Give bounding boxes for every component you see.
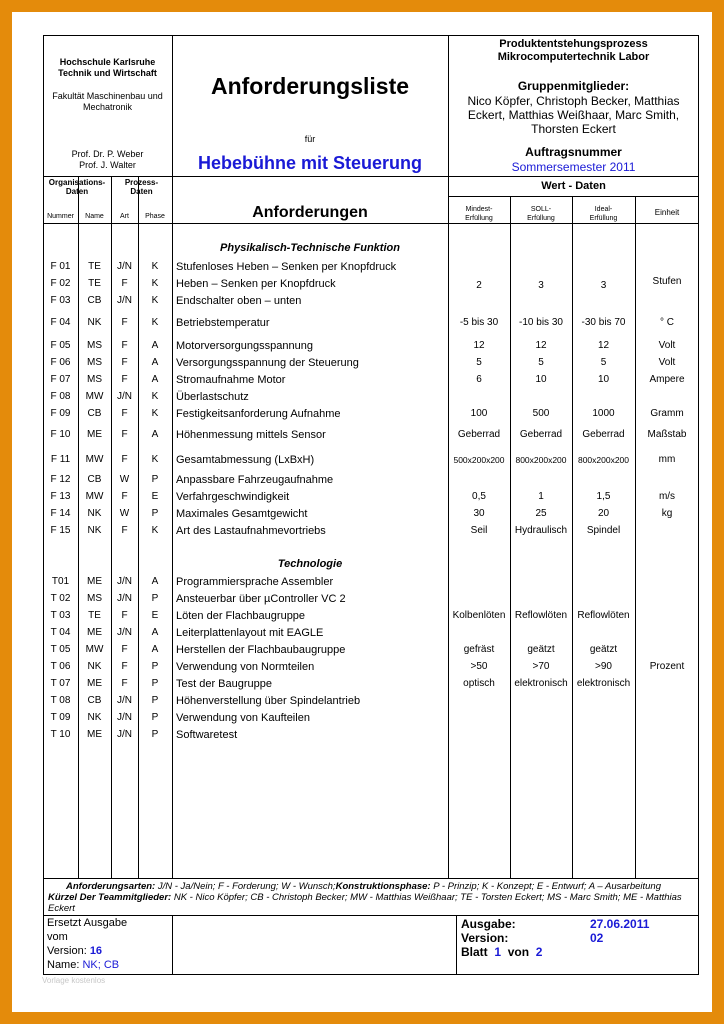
table-row <box>12 428 712 442</box>
row-phase: P <box>151 593 159 604</box>
row-art: F <box>121 610 128 621</box>
table-row <box>12 473 712 487</box>
table-row <box>12 677 712 691</box>
row-phase: A <box>151 357 159 368</box>
document-title: Anforderungsliste <box>210 73 410 99</box>
row-art: F <box>121 357 128 368</box>
legend-arten-label: Anforderungsarten: <box>66 881 156 892</box>
row-phase: K <box>151 295 159 306</box>
legend-arten-text: J/N - Ja/Nein; F - Forderung; W - Wunsch; <box>155 881 336 892</box>
legend-arten <box>48 881 698 892</box>
table-row <box>12 260 712 274</box>
row-nummer: F 02 <box>50 278 71 289</box>
table-row <box>12 694 712 708</box>
row-soll: 12 <box>535 340 547 351</box>
row-art: F <box>121 491 128 502</box>
faculty-name: Fakultät Maschinenbau und Mechatronik <box>52 91 163 112</box>
row-phase: K <box>151 317 159 328</box>
row-name: MW <box>85 391 104 402</box>
row-text: Versorgungsspannung der Steuerung <box>176 357 359 369</box>
row-text: Verwendung von Normteilen <box>176 661 315 673</box>
row-name: CB <box>87 695 102 706</box>
row-mindest: 2 <box>476 280 482 291</box>
row-nummer: F 13 <box>50 491 71 502</box>
row-text: Ansteuerbar über µController VC 2 <box>176 593 346 605</box>
row-name: CB <box>87 408 102 419</box>
row-nummer: F 08 <box>50 391 71 402</box>
row-ideal: geätzt <box>589 644 618 655</box>
row-mindest: 12 <box>473 340 485 351</box>
row-phase: A <box>151 576 159 587</box>
row-name: NK <box>87 525 102 536</box>
legend-phase-label: Konstruktionsphase: <box>335 881 431 892</box>
name-header: Name <box>85 213 104 220</box>
table-row <box>12 660 712 674</box>
row-name: NK <box>87 661 102 672</box>
version-old-label: Version: <box>47 945 87 957</box>
school-name: Hochschule Karlsruhe Technik und Wirtschaft <box>58 57 157 78</box>
ausgabe-label: Ausgabe: <box>461 917 516 931</box>
blatt-value: 1 <box>494 945 502 959</box>
row-art: F <box>121 525 128 536</box>
row-name: MW <box>85 454 104 465</box>
table-row <box>12 356 712 370</box>
row-nummer: T 02 <box>50 593 71 604</box>
row-phase: A <box>151 644 159 655</box>
row-art: F <box>121 454 128 465</box>
row-art: F <box>121 678 128 689</box>
row-phase: A <box>151 627 159 638</box>
row-name: ME <box>87 627 102 638</box>
legend-phase-text: P - Prinzip; K - Konzept; E - Entwurf; A – Ausarbeitung <box>430 881 661 892</box>
row-phase: K <box>151 525 159 536</box>
row-ideal: 12 <box>597 340 610 351</box>
name-value: NK; CB <box>82 959 120 971</box>
ersetzt-ausgabe: Ersetzt Ausgabe <box>47 917 128 929</box>
row-ideal: 20 <box>597 508 610 519</box>
group-members: Nico Köpfer, Christoph Becker, Matthias Eckert, Matthias Weißhaar, Marc Smith, Thorsten Eckert <box>467 94 680 136</box>
table-row <box>12 339 712 353</box>
row-text: Betriebstemperatur <box>176 317 270 329</box>
row-art: F <box>121 278 128 289</box>
row-phase: K <box>151 454 159 465</box>
row-nummer: F 11 <box>50 454 71 465</box>
row-text: Maximales Gesamtgewicht <box>176 508 308 520</box>
row-mindest: optisch <box>463 678 495 689</box>
row-name: MS <box>87 593 102 604</box>
row-phase: K <box>151 261 159 272</box>
row-ideal: -30 bis 70 <box>581 317 626 328</box>
row-soll: >70 <box>532 661 550 672</box>
row-name: NK <box>87 712 102 723</box>
row-soll: geätzt <box>527 644 555 655</box>
org-daten-header: Organisations- Daten <box>48 178 106 196</box>
group-label: Gruppenmitglieder: <box>517 79 630 93</box>
row-mindest: Kolbenlöten <box>452 610 506 621</box>
row-mindest: 6 <box>476 374 482 385</box>
row-einheit: kg <box>661 508 673 519</box>
row-phase: P <box>151 474 159 485</box>
row-einheit: Maßstab <box>647 429 687 440</box>
row-soll: 3 <box>538 280 544 291</box>
row-einheit: ° C <box>660 317 674 328</box>
row-art: F <box>121 408 128 419</box>
von-value: 2 <box>535 945 543 959</box>
table-row <box>12 373 712 387</box>
row-mindest: 100 <box>470 408 488 419</box>
row-nummer: T 10 <box>50 729 71 740</box>
row-text: Programmiersprache Assembler <box>176 576 334 588</box>
row-nummer: F 06 <box>50 357 71 368</box>
row-soll: Hydraulisch <box>514 525 568 536</box>
row-einheit: Gramm <box>650 408 684 419</box>
watermark: Vorlage kostenlos <box>42 976 106 985</box>
row-einheit: Ampere <box>649 374 685 385</box>
table-row <box>12 592 712 606</box>
row-art: F <box>121 374 128 385</box>
row-text: Festigkeitsanforderung Aufnahme <box>176 408 341 420</box>
process-title: Produktentstehungsprozess Mikrocomputertechnik Labor <box>497 38 650 63</box>
row-nummer: F 09 <box>50 408 71 419</box>
row-ideal: 800x200x200 <box>577 455 630 465</box>
ausgabe-value: 27.06.2011 <box>590 917 650 931</box>
row-einheit: mm <box>658 454 676 465</box>
row-phase: E <box>151 610 159 621</box>
row-mindest: Geberrad <box>457 429 501 440</box>
row-phase: P <box>151 695 159 706</box>
order-value: Sommersemester 2011 <box>511 160 636 174</box>
row-phase: P <box>151 678 159 689</box>
row-phase: A <box>151 374 159 385</box>
row-name: CB <box>87 295 102 306</box>
anforderungen-header: Anforderungen <box>252 204 368 221</box>
vom-label: vom <box>47 931 68 943</box>
row-soll: -10 bis 30 <box>519 317 563 328</box>
row-einheit: Prozent <box>649 661 685 672</box>
row-art: J/N <box>117 627 132 638</box>
row-text: Test der Baugruppe <box>176 678 273 690</box>
table-row <box>12 575 712 589</box>
legend-kuerzel-label: Kürzel Der Teammitglieder: <box>48 892 172 903</box>
row-ideal: 1000 <box>592 408 615 419</box>
row-art: F <box>121 340 128 351</box>
project-title: Hebebühne mit Steuerung <box>197 153 422 173</box>
row-art: J/N <box>117 391 132 402</box>
blatt-label: Blatt <box>461 945 488 959</box>
row-text: Verfahrgeschwindigkeit <box>176 491 290 503</box>
phase-header: Phase <box>145 213 165 220</box>
row-ideal: 10 <box>597 374 610 385</box>
row-nummer: F 01 <box>50 261 71 272</box>
row-art: J/N <box>117 593 132 604</box>
row-name: ME <box>87 576 102 587</box>
row-nummer: T 09 <box>50 712 71 723</box>
row-nummer: F 15 <box>50 525 71 536</box>
name-field <box>47 959 119 972</box>
version-value: 02 <box>590 931 604 945</box>
table-row <box>12 728 712 742</box>
row-text: Leiterplattenlayout mit EAGLE <box>176 627 324 639</box>
table-row <box>12 626 712 640</box>
row-soll: Geberrad <box>519 429 563 440</box>
row-phase: A <box>151 340 159 351</box>
row-mindest: 500x200x200 <box>453 455 505 465</box>
table-row <box>12 277 712 291</box>
version-old <box>47 945 102 958</box>
table-row <box>12 609 712 623</box>
row-text: Herstellen der Flachbaubaugruppe <box>176 644 346 656</box>
row-text: Gesamtabmessung (LxBxH) <box>176 454 315 466</box>
row-text: Softwaretest <box>176 729 238 741</box>
row-ideal: Geberrad <box>582 429 625 440</box>
row-art: J/N <box>117 729 132 740</box>
row-soll: 25 <box>535 508 547 519</box>
table-row <box>12 294 712 308</box>
row-nummer: F 14 <box>50 508 71 519</box>
nummer-header: Nummer <box>47 213 74 220</box>
row-art: W <box>119 508 130 519</box>
row-name: TE <box>88 278 101 289</box>
row-text: Löten der Flachbaugruppe <box>176 610 306 622</box>
row-nummer: F 04 <box>50 317 71 328</box>
row-phase: E <box>151 491 159 502</box>
row-art: J/N <box>117 576 132 587</box>
row-text: Höhenmessung mittels Sensor <box>176 429 326 441</box>
row-text: Anpassbare Fahrzeugaufnahme <box>176 474 334 486</box>
table-row <box>12 407 712 421</box>
table-row <box>12 453 712 467</box>
table-row <box>12 490 712 504</box>
section-technologie: Technologie <box>277 558 343 570</box>
einheit-header: Einheit <box>654 208 680 217</box>
name-label: Name: <box>47 959 80 971</box>
row-art: F <box>121 429 128 440</box>
row-phase: A <box>151 429 159 440</box>
table-row <box>12 711 712 725</box>
row-nummer: T01 <box>51 576 70 587</box>
row-text: Motorversorgungsspannung <box>176 340 313 352</box>
row-nummer: T 07 <box>50 678 71 689</box>
row-einheit: Stufen <box>652 276 682 287</box>
document-sheet <box>12 12 712 1012</box>
row-name: MS <box>87 340 102 351</box>
row-nummer: T 06 <box>50 661 71 672</box>
table-row <box>12 316 712 330</box>
row-phase: P <box>151 729 159 740</box>
ideal-header: Ideal- Erfüllung <box>589 206 618 222</box>
row-text: Stufenloses Heben – Senken per Knopfdruck <box>176 261 397 273</box>
row-text: Art des Lastaufnahmevortriebs <box>176 525 326 537</box>
row-phase: K <box>151 278 159 289</box>
row-nummer: F 05 <box>50 340 71 351</box>
row-art: W <box>119 474 130 485</box>
row-nummer: T 08 <box>50 695 71 706</box>
row-soll: 5 <box>538 357 544 368</box>
row-ideal: 1,5 <box>596 491 611 502</box>
row-name: ME <box>87 678 102 689</box>
art-header: Art <box>120 213 129 220</box>
soll-header: SOLL- Erfüllung <box>527 206 555 222</box>
row-phase: P <box>151 508 159 519</box>
row-name: MS <box>87 357 102 368</box>
row-art: F <box>121 644 128 655</box>
row-text: Überlastschutz <box>176 391 249 403</box>
row-ideal: elektronisch <box>576 678 631 689</box>
section-physik: Physikalisch-Technische Funktion <box>220 242 400 254</box>
row-art: J/N <box>117 695 132 706</box>
row-name: CB <box>87 474 102 485</box>
professors: Prof. Dr. P. Weber Prof. J. Walter <box>71 149 144 170</box>
row-ideal: 3 <box>600 280 607 291</box>
table-row <box>12 524 712 538</box>
row-text: Verwendung von Kaufteilen <box>176 712 310 724</box>
row-ideal: 5 <box>600 357 607 368</box>
row-ideal: Reflowlöten <box>577 610 630 621</box>
row-text: Höhenverstellung über Spindelantrieb <box>176 695 361 707</box>
row-nummer: T 03 <box>50 610 71 621</box>
row-name: TE <box>88 261 101 272</box>
row-name: NK <box>87 317 102 328</box>
row-art: J/N <box>117 712 132 723</box>
row-name: MW <box>85 644 104 655</box>
prozess-daten-header: Prozess- Daten <box>124 178 159 196</box>
row-art: F <box>121 317 128 328</box>
row-art: F <box>121 661 128 672</box>
row-ideal: Spindel <box>586 525 621 536</box>
row-soll: Reflowlöten <box>514 610 568 621</box>
row-nummer: F 12 <box>50 474 71 485</box>
row-mindest: 5 <box>476 357 482 368</box>
row-art: J/N <box>117 261 132 272</box>
legend-kuerzel-text: NK - Nico Köpfer; CB - Christoph Becker; MW - Matthias Weißhaar; TE - Torsten Eckert; MS - Marc Smith; ME - Matthias Eckert <box>48 892 682 914</box>
row-mindest: 30 <box>473 508 485 519</box>
row-mindest: >50 <box>470 661 488 672</box>
row-nummer: T 05 <box>50 644 71 655</box>
row-nummer: F 07 <box>50 374 71 385</box>
row-phase: P <box>151 661 159 672</box>
row-name: MW <box>85 491 104 502</box>
row-nummer: T 04 <box>50 627 71 638</box>
legend-kuerzel <box>48 892 696 914</box>
row-name: MS <box>87 374 102 385</box>
mindest-header: Mindest- Erfüllung <box>465 206 493 222</box>
table-row <box>12 390 712 404</box>
row-mindest: -5 bis 30 <box>459 317 499 328</box>
row-name: ME <box>87 429 102 440</box>
row-phase: P <box>151 712 159 723</box>
row-art: J/N <box>117 295 132 306</box>
row-mindest: 0,5 <box>472 491 486 502</box>
row-text: Stromaufnahme Motor <box>176 374 286 386</box>
blatt-field <box>461 945 542 959</box>
row-mindest: Seil <box>470 525 488 536</box>
table-row <box>12 643 712 657</box>
row-soll: 500 <box>532 408 550 419</box>
row-name: TE <box>88 610 101 621</box>
row-soll: 10 <box>535 374 547 385</box>
version-label: Version: <box>461 931 509 945</box>
row-text: Endschalter oben – unten <box>176 295 302 307</box>
row-einheit: m/s <box>658 491 676 502</box>
von-label: von <box>507 945 530 959</box>
row-name: NK <box>87 508 102 519</box>
row-soll: elektronisch <box>514 678 568 689</box>
row-name: ME <box>87 729 102 740</box>
table-row <box>12 507 712 521</box>
row-phase: K <box>151 408 159 419</box>
row-ideal: >90 <box>595 661 612 672</box>
row-nummer: F 03 <box>50 295 71 306</box>
row-einheit: Volt <box>658 357 676 368</box>
order-label: Auftragsnummer <box>525 145 622 159</box>
version-old-value: 16 <box>89 945 103 957</box>
row-soll: 1 <box>538 491 544 502</box>
row-phase: K <box>151 391 159 402</box>
row-mindest: gefräst <box>463 644 495 655</box>
wert-daten-header: Wert - Daten <box>541 180 606 192</box>
row-text: Heben – Senken per Knopfdruck <box>176 278 336 290</box>
row-soll: 800x200x200 <box>515 455 567 465</box>
row-einheit: Volt <box>658 340 676 351</box>
row-nummer: F 10 <box>50 429 71 440</box>
fuer-label: für <box>304 134 316 144</box>
